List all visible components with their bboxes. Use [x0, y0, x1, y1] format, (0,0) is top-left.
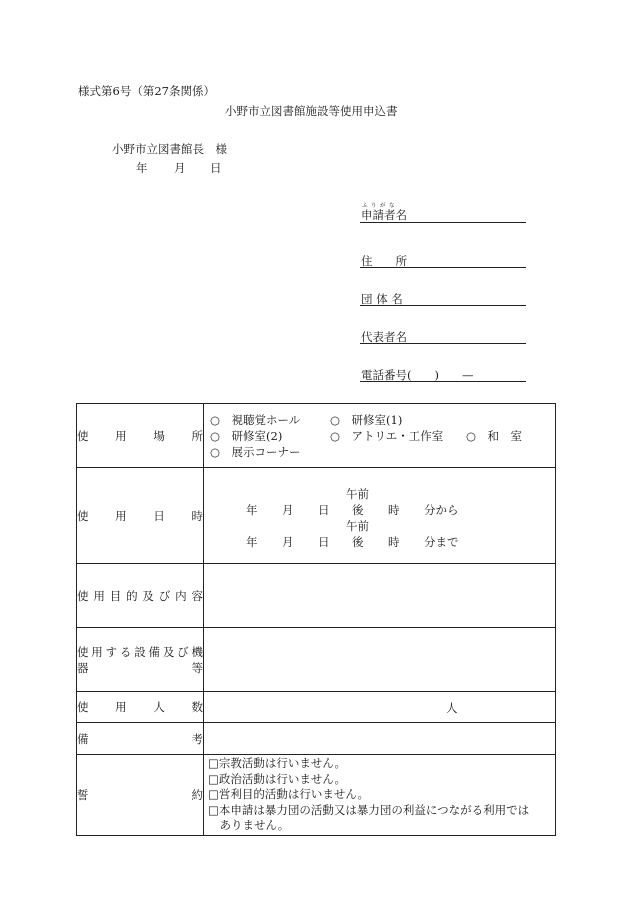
- option-atelier[interactable]: ○ アトリエ・工作室: [330, 429, 444, 443]
- applicant-name-label: 申請者名: [361, 208, 407, 222]
- application-table: [76, 403, 556, 836]
- people-unit: 人: [446, 701, 458, 715]
- row-equipment: [77, 628, 556, 692]
- applicant-group-field[interactable]: [360, 305, 526, 306]
- applicant-representative-label: 代表者名: [361, 330, 407, 344]
- label-purpose: 使用目的及び内容: [77, 564, 204, 628]
- pledge-political[interactable]: □政治活動は行いません。: [208, 771, 347, 786]
- option-av-hall[interactable]: ○ 視聴覚ホール: [210, 413, 301, 427]
- applicant-name-field[interactable]: [360, 222, 526, 223]
- dt2-minute: 分まで: [424, 535, 459, 549]
- equipment-field[interactable]: [204, 628, 556, 692]
- dt1-minute: 分から: [424, 503, 459, 517]
- applicant-name-furigana: ふりがな: [362, 203, 399, 209]
- applicant-phone-label: 電話番号( ) —: [361, 368, 474, 382]
- row-remarks: [77, 723, 556, 755]
- pledge-religious[interactable]: □宗教活動は行いません。: [208, 756, 347, 770]
- pledge-antigang[interactable]: □本申請は暴力団の活動又は暴力団の利益につながる利用では: [208, 802, 530, 817]
- purpose-field[interactable]: [204, 564, 556, 628]
- addressee: 小野市立図書館長 様: [112, 142, 227, 156]
- label-datetime: 使用日時: [77, 468, 204, 564]
- date-day: 日: [210, 161, 222, 175]
- ampm-1: 午前: [346, 487, 369, 501]
- label-equipment: 使用する設備及び機 器 等: [77, 628, 204, 692]
- date-year: 年: [136, 161, 148, 175]
- place-options[interactable]: [204, 404, 556, 468]
- label-people: 使用人数: [77, 692, 204, 723]
- dt2-hour: 時: [388, 535, 400, 549]
- row-people: [77, 692, 556, 723]
- date-month: 月: [174, 161, 186, 175]
- dt1-day: 日: [318, 503, 330, 517]
- remarks-field[interactable]: [204, 723, 556, 755]
- dt2-day: 日: [318, 535, 330, 549]
- dt2-pm: 後: [352, 535, 364, 549]
- dt1-month: 月: [282, 503, 294, 517]
- form-title: 小野市立図書館施設等使用申込書: [225, 104, 398, 118]
- pledge-commercial[interactable]: □営利目的活動は行いません。: [208, 787, 370, 801]
- row-purpose: [77, 564, 556, 628]
- pledge-antigang-cont: ありません。: [208, 818, 290, 832]
- datetime-field[interactable]: [204, 468, 556, 564]
- label-pledge: 誓約: [77, 755, 204, 836]
- applicant-address-label: 住 所: [361, 254, 407, 268]
- applicant-phone-field[interactable]: [360, 381, 526, 382]
- dt2-year: 年: [246, 535, 258, 549]
- option-japanese-room[interactable]: ○ 和 室: [466, 429, 523, 443]
- label-remarks: 備考: [77, 723, 204, 755]
- people-field[interactable]: [204, 692, 556, 723]
- label-place: 使用場所: [77, 404, 204, 468]
- dt1-hour: 時: [388, 503, 400, 517]
- row-datetime: [77, 468, 556, 564]
- pledge-items: [204, 755, 556, 836]
- row-pledge: [77, 755, 556, 836]
- option-exhibition-corner[interactable]: ○ 展示コーナー: [210, 445, 301, 459]
- option-training-room-1[interactable]: ○ 研修室(1): [330, 413, 403, 427]
- applicant-address-field[interactable]: [360, 267, 526, 268]
- dt1-pm: 後: [352, 503, 364, 517]
- ampm-2: 午前: [346, 519, 369, 533]
- applicant-representative-field[interactable]: [360, 343, 526, 344]
- applicant-group-label: 団 体 名: [361, 292, 403, 306]
- form-number: 様式第6号（第27条関係）: [78, 84, 215, 98]
- row-place: [77, 404, 556, 468]
- dt2-month: 月: [282, 535, 294, 549]
- dt1-year: 年: [246, 503, 258, 517]
- option-training-room-2[interactable]: ○ 研修室(2): [210, 429, 283, 443]
